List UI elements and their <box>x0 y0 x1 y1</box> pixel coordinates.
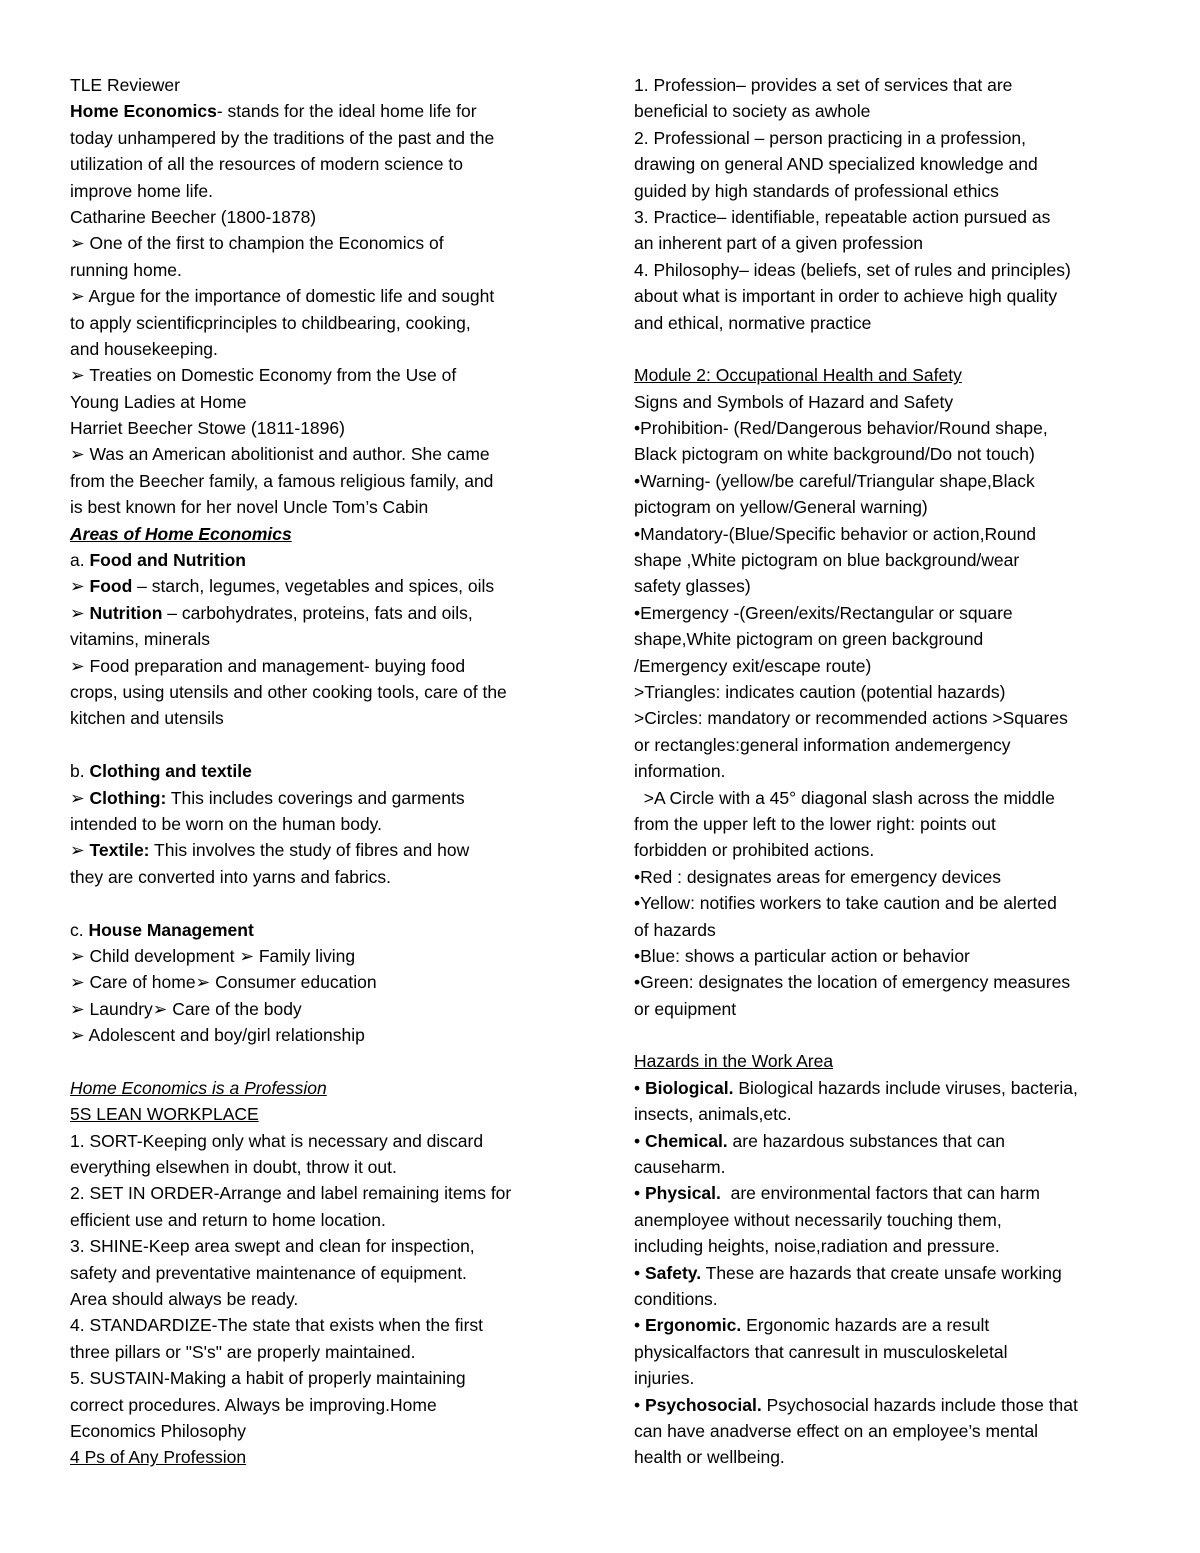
hazard-line: can have anadverse effect on an employee’s mental <box>634 1420 1039 1441</box>
clothing-heading-line <box>70 758 570 784</box>
nutrition-line: vitamins, minerals <box>70 629 211 650</box>
signs-line: •Emergency -(Green/exits/Rectangular or square <box>634 602 1013 623</box>
module2-heading: Module 2: Occupational Health and Safety <box>634 365 962 386</box>
textile-term: Textile: <box>89 840 150 861</box>
signs-line: shape ,White pictogram on blue background/wear <box>634 550 1020 571</box>
lean-heading: 5S LEAN WORKPLACE <box>70 1104 259 1125</box>
document-title: TLE Reviewer <box>70 75 180 95</box>
textile-line: they are converted into yarns and fabrics. <box>70 866 392 887</box>
hazard-term: Biological. <box>645 1077 734 1098</box>
hazard-term: Ergonomic. <box>645 1315 742 1336</box>
food-prep-line: kitchen and utensils <box>70 708 224 729</box>
bullet: • <box>634 1077 645 1098</box>
bullet: • <box>634 1315 645 1336</box>
ps-line: and ethical, normative practice <box>634 312 872 333</box>
hazard-description: are environmental factors that can harm <box>720 1183 1040 1204</box>
four-ps-heading: 4 Ps of Any Profession <box>70 1447 247 1468</box>
spacer <box>634 336 1144 362</box>
signs-line: >Triangles: indicates caution (potential hazards) <box>634 681 1006 702</box>
textile-definition: This involves the study of fibres and how <box>149 840 470 861</box>
clothing-prefix: b. <box>70 761 90 782</box>
hazard-line: conditions. <box>634 1288 718 1309</box>
ps-line: 4. Philosophy– ideas (beliefs, set of rules and principles) <box>634 259 1071 280</box>
lean-line: everything elsewhen in doubt, throw it out. <box>70 1157 397 1178</box>
lean-line: 3. SHINE-Keep area swept and clean for inspection, <box>70 1236 475 1257</box>
ps-line: beneficial to society as awhole <box>634 101 871 122</box>
house-line: ➢ Laundry➢ Care of the body <box>70 998 302 1019</box>
hazard-line: injuries. <box>634 1368 695 1389</box>
stowe-line: ➢ Was an American abolitionist and author. She came <box>70 444 490 465</box>
clothing-definition: This includes coverings and garments <box>166 787 465 808</box>
signs-line: /Emergency exit/escape route) <box>634 655 872 676</box>
signs-line: forbidden or prohibited actions. <box>634 840 875 861</box>
food-prep-line: crops, using utensils and other cooking tools, care of the <box>70 681 507 702</box>
lean-line: Economics Philosophy <box>70 1420 247 1441</box>
spacer <box>70 1048 570 1074</box>
definition-line: improve home life. <box>70 180 213 201</box>
hazard-description: Biological hazards include viruses, bacteria, <box>733 1077 1078 1098</box>
signs-line: from the upper left to the lower right: points out <box>634 813 996 834</box>
signs-line: Signs and Symbols of Hazard and Safety <box>634 391 954 412</box>
beecher-name: Catharine Beecher (1800-1878) <box>70 206 317 227</box>
hazard-term: Safety. <box>645 1262 702 1283</box>
ps-line: about what is important in order to achieve high quality <box>634 286 1058 307</box>
house-line: ➢ Adolescent and boy/girl relationship <box>70 1025 365 1046</box>
ps-line: 1. Profession– provides a set of services that are <box>634 75 1013 95</box>
ps-line: 2. Professional – person practicing in a profession, <box>634 127 1027 148</box>
home-economics-definition-line <box>70 98 570 124</box>
textile-line <box>70 837 570 863</box>
arrow-bullet: ➢ <box>70 576 90 597</box>
lean-line: efficient use and return to home location. <box>70 1209 386 1230</box>
profession-heading: Home Economics is a Profession <box>70 1077 327 1098</box>
house-prefix: c. <box>70 919 89 940</box>
hazard-physical <box>634 1180 1144 1206</box>
nutrition-term: Nutrition <box>89 602 163 623</box>
beecher-line: ➢ One of the first to champion the Economics of <box>70 233 444 254</box>
definition-line: today unhampered by the traditions of the past and the <box>70 127 495 148</box>
beecher-line: and housekeeping. <box>70 338 218 359</box>
signs-line: safety glasses) <box>634 576 751 597</box>
house-line: ➢ Child development ➢ Family living <box>70 945 356 966</box>
house-line: ➢ Care of home➢ Consumer education <box>70 972 377 993</box>
signs-line: pictogram on yellow/General warning) <box>634 497 928 518</box>
signs-line: of hazards <box>634 919 716 940</box>
areas-heading: Areas of Home Economics <box>70 523 292 544</box>
beecher-line: to apply scientificprinciples to childbearing, cooking, <box>70 312 471 333</box>
hazard-line: anemployee without necessarily touching them, <box>634 1209 1002 1230</box>
nutrition-definition: – carbohydrates, proteins, fats and oils, <box>162 602 473 623</box>
hazards-heading: Hazards in the Work Area <box>634 1051 834 1072</box>
lean-line: 2. SET IN ORDER-Arrange and label remaining items for <box>70 1183 512 1204</box>
signs-line: Black pictogram on white background/Do not touch) <box>634 444 1035 465</box>
hazard-term: Physical. <box>645 1183 721 1204</box>
food-term: Food <box>89 576 133 597</box>
hazard-safety <box>634 1260 1144 1286</box>
beecher-line: running home. <box>70 259 182 280</box>
hazard-ergonomic <box>634 1312 1144 1338</box>
spacer <box>70 890 570 916</box>
food-heading-line <box>70 547 570 573</box>
arrow-bullet: ➢ <box>70 787 90 808</box>
left-column <box>70 72 570 1471</box>
signs-line: or rectangles:general information andemergency <box>634 734 1011 755</box>
signs-line: •Warning- (yellow/be careful/Triangular shape,Black <box>634 470 1035 491</box>
hazard-description: Ergonomic hazards are a result <box>741 1315 990 1336</box>
signs-line: •Red : designates areas for emergency devices <box>634 866 1002 887</box>
hazard-description: are hazardous substances that can <box>727 1130 1005 1151</box>
food-definition: – starch, legumes, vegetables and spices, oils <box>132 576 495 597</box>
definition-line: utilization of all the resources of modern science to <box>70 154 463 175</box>
house-heading-line <box>70 917 570 943</box>
signs-line: information. <box>634 761 726 782</box>
ps-line: drawing on general AND specialized knowledge and <box>634 154 1038 175</box>
lean-line: correct procedures. Always be improving.Home <box>70 1394 437 1415</box>
food-prefix: a. <box>70 550 90 571</box>
beecher-line: ➢ Treaties on Domestic Economy from the Use of <box>70 365 457 386</box>
home-economics-definition: - stands for the ideal home life for <box>216 101 477 122</box>
hazard-line: causeharm. <box>634 1157 726 1178</box>
signs-line: or equipment <box>634 998 737 1019</box>
ps-line: 3. Practice– identifiable, repeatable action pursued as <box>634 206 1051 227</box>
beecher-line: Young Ladies at Home <box>70 391 247 412</box>
lean-line: Area should always be ready. <box>70 1288 299 1309</box>
signs-line: >Circles: mandatory or recommended actions >Squares <box>634 708 1068 729</box>
hazard-description: These are hazards that create unsafe working <box>701 1262 1062 1283</box>
hazard-psychosocial <box>634 1392 1144 1418</box>
hazard-line: including heights, noise,radiation and pressure. <box>634 1236 1000 1257</box>
house-heading: House Management <box>88 919 254 940</box>
clothing-line: intended to be worn on the human body. <box>70 813 382 834</box>
signs-line: •Blue: shows a particular action or behavior <box>634 945 970 966</box>
clothing-term: Clothing: <box>89 787 167 808</box>
lean-line: 1. SORT-Keeping only what is necessary and discard <box>70 1130 484 1151</box>
hazard-term: Chemical. <box>645 1130 728 1151</box>
lean-line: safety and preventative maintenance of equipment. <box>70 1262 467 1283</box>
arrow-bullet: ➢ <box>70 840 90 861</box>
hazard-line: insects, animals,etc. <box>634 1104 792 1125</box>
signs-line: •Yellow: notifies workers to take caution and be alerted <box>634 893 1057 914</box>
food-heading: Food and Nutrition <box>89 550 246 571</box>
ps-line: guided by high standards of professional ethics <box>634 180 999 201</box>
signs-line: shape,White pictogram on green background <box>634 629 984 650</box>
food-prep-line: ➢ Food preparation and management- buying food <box>70 655 466 676</box>
hazard-biological <box>634 1075 1144 1101</box>
bullet: • <box>634 1183 645 1204</box>
bullet: • <box>634 1394 645 1415</box>
lean-line: three pillars or "S's" are properly maintained. <box>70 1341 416 1362</box>
spacer <box>634 1022 1144 1048</box>
stowe-line: is best known for her novel Uncle Tom’s Cabin <box>70 497 429 518</box>
lean-line: 5. SUSTAIN-Making a habit of properly maintaining <box>70 1368 466 1389</box>
stowe-name: Harriet Beecher Stowe (1811-1896) <box>70 418 345 439</box>
hazard-line: physicalfactors that canresult in musculoskeletal <box>634 1341 1008 1362</box>
signs-line: >A Circle with a 45° diagonal slash across the middle <box>634 787 1055 808</box>
signs-line: •Mandatory-(Blue/Specific behavior or action,Round <box>634 523 1037 544</box>
nutrition-line <box>70 600 570 626</box>
hazard-term: Psychosocial. <box>645 1394 762 1415</box>
right-column <box>634 72 1144 1471</box>
bullet: • <box>634 1130 645 1151</box>
stowe-line: from the Beecher family, a famous religious family, and <box>70 470 494 491</box>
hazard-chemical <box>634 1128 1144 1154</box>
food-line <box>70 573 570 599</box>
hazard-description: Psychosocial hazards include those that <box>761 1394 1078 1415</box>
spacer <box>70 732 570 758</box>
clothing-heading: Clothing and textile <box>89 761 252 782</box>
clothing-line <box>70 785 570 811</box>
signs-line: •Green: designates the location of emergency measures <box>634 972 1071 993</box>
arrow-bullet: ➢ <box>70 602 90 623</box>
hazard-line: health or wellbeing. <box>634 1447 785 1468</box>
lean-line: 4. STANDARDIZE-The state that exists when the first <box>70 1315 484 1336</box>
home-economics-term: Home Economics <box>70 101 217 122</box>
signs-line: •Prohibition- (Red/Dangerous behavior/Round shape, <box>634 418 1048 439</box>
ps-line: an inherent part of a given profession <box>634 233 923 254</box>
bullet: • <box>634 1262 645 1283</box>
beecher-line: ➢ Argue for the importance of domestic life and sought <box>70 286 495 307</box>
